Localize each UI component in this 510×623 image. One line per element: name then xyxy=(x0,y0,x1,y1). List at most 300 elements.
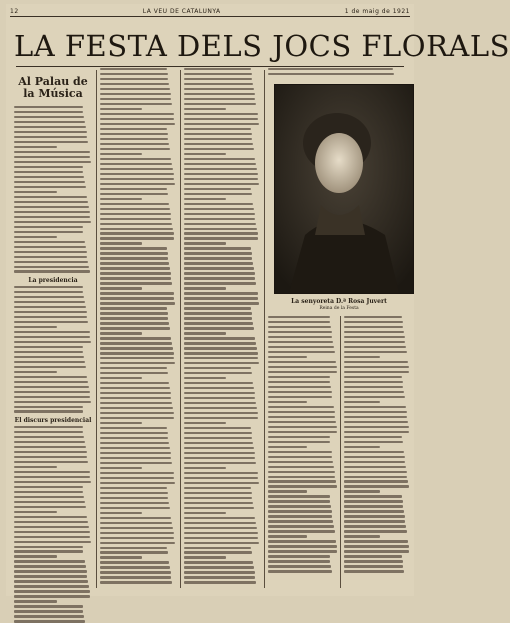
column-divider xyxy=(96,70,97,588)
text-line xyxy=(100,123,175,125)
text-line xyxy=(184,168,257,170)
text-line xyxy=(268,456,332,458)
text-line xyxy=(344,356,380,358)
text-line xyxy=(14,146,57,148)
text-line xyxy=(100,68,167,70)
text-line xyxy=(100,402,172,404)
text-line xyxy=(268,421,336,423)
text-line xyxy=(344,346,406,348)
text-line xyxy=(184,163,256,165)
text-line xyxy=(344,411,407,413)
text-line xyxy=(184,252,252,254)
text-line xyxy=(14,386,89,388)
text-line xyxy=(14,541,91,543)
text-line xyxy=(100,502,169,504)
text-line xyxy=(268,520,333,522)
text-line xyxy=(184,427,251,429)
text-line xyxy=(100,153,142,155)
text-line xyxy=(268,386,331,388)
text-line xyxy=(100,168,173,170)
text-line xyxy=(344,505,403,507)
text-line xyxy=(184,218,255,220)
text-line xyxy=(14,620,85,622)
text-line xyxy=(14,491,83,493)
column-divider xyxy=(180,70,181,588)
text-line xyxy=(268,346,334,348)
text-line xyxy=(100,322,169,324)
text-line xyxy=(14,246,86,248)
column-text xyxy=(14,106,92,273)
column-5 xyxy=(344,316,410,590)
text-line xyxy=(14,605,83,607)
text-line xyxy=(100,232,174,234)
text-line xyxy=(344,570,404,572)
text-line xyxy=(14,391,90,393)
text-line xyxy=(14,321,88,323)
text-line xyxy=(184,133,252,135)
text-line xyxy=(14,286,83,288)
text-line xyxy=(184,407,257,409)
text-line xyxy=(100,143,169,145)
text-line xyxy=(184,561,253,563)
text-line xyxy=(344,550,409,552)
text-line xyxy=(184,237,258,239)
text-line xyxy=(268,535,307,537)
text-line xyxy=(100,547,167,549)
text-line xyxy=(14,121,85,123)
text-line xyxy=(100,78,168,80)
text-line xyxy=(184,247,251,249)
text-line xyxy=(100,581,172,583)
text-line xyxy=(344,565,403,567)
text-line xyxy=(14,131,87,133)
text-line xyxy=(14,585,89,587)
text-line xyxy=(14,226,83,228)
text-line xyxy=(184,108,226,110)
text-line xyxy=(100,372,168,374)
text-line xyxy=(100,312,168,314)
text-line xyxy=(184,148,254,150)
text-line xyxy=(344,451,404,453)
text-line xyxy=(100,208,170,210)
text-line xyxy=(184,452,255,454)
text-line xyxy=(268,540,336,542)
text-line xyxy=(344,560,403,562)
column-text xyxy=(100,68,176,584)
text-line xyxy=(268,426,337,428)
text-line xyxy=(184,566,254,568)
text-line xyxy=(268,331,332,333)
text-line xyxy=(344,510,404,512)
text-line xyxy=(184,517,255,519)
text-line xyxy=(344,416,407,418)
text-line xyxy=(184,576,255,578)
text-line xyxy=(100,477,174,479)
text-line xyxy=(184,307,251,309)
text-line xyxy=(100,272,171,274)
text-line xyxy=(14,595,90,597)
page-number: 12 xyxy=(10,7,19,15)
text-line xyxy=(268,485,337,487)
text-line xyxy=(14,151,90,153)
text-line xyxy=(344,535,380,537)
text-line xyxy=(100,198,142,200)
text-line xyxy=(100,247,167,249)
text-line xyxy=(100,242,142,244)
text-line xyxy=(100,472,174,474)
text-line xyxy=(184,93,255,95)
text-line xyxy=(100,257,168,259)
text-line xyxy=(14,231,83,233)
text-line xyxy=(100,527,173,529)
text-line xyxy=(184,297,258,299)
text-line xyxy=(344,500,403,502)
text-line xyxy=(14,336,90,338)
text-line xyxy=(14,410,83,412)
text-line xyxy=(14,191,57,193)
text-line xyxy=(184,462,256,464)
text-line xyxy=(184,173,258,175)
text-line xyxy=(14,431,83,433)
text-line xyxy=(100,158,171,160)
text-line xyxy=(14,236,57,238)
text-line xyxy=(184,232,258,234)
text-line xyxy=(14,546,83,548)
text-line xyxy=(100,203,169,205)
text-line xyxy=(184,287,226,289)
text-line xyxy=(184,372,252,374)
text-line xyxy=(184,118,258,120)
masthead xyxy=(10,6,410,17)
text-line xyxy=(184,198,226,200)
text-line xyxy=(184,337,255,339)
text-line xyxy=(100,462,172,464)
text-line xyxy=(184,482,259,484)
text-line xyxy=(268,515,332,517)
text-line xyxy=(14,590,90,592)
text-line xyxy=(100,267,170,269)
text-line xyxy=(184,487,251,489)
text-line xyxy=(184,322,253,324)
text-line xyxy=(14,481,91,483)
text-line xyxy=(268,406,334,408)
text-line xyxy=(184,193,252,195)
text-line xyxy=(100,532,174,534)
text-line xyxy=(100,382,169,384)
text-line xyxy=(14,366,86,368)
text-line xyxy=(184,392,255,394)
text-line xyxy=(14,331,90,333)
text-line xyxy=(268,555,330,557)
text-line xyxy=(268,441,330,443)
text-line xyxy=(100,537,174,539)
text-line xyxy=(14,555,57,557)
section-title: El discurs presidencial xyxy=(14,416,92,424)
text-line xyxy=(344,485,409,487)
text-line xyxy=(100,163,172,165)
headline: LA FESTA DELS JOCS FLORALS xyxy=(14,29,510,63)
portrait-photo xyxy=(274,84,414,294)
text-line xyxy=(268,326,331,328)
text-line xyxy=(268,550,337,552)
text-line xyxy=(184,128,251,130)
text-line xyxy=(100,566,170,568)
text-line xyxy=(14,600,57,602)
text-line xyxy=(268,341,333,343)
text-line xyxy=(344,525,406,527)
text-line xyxy=(268,476,335,478)
text-line xyxy=(14,406,83,408)
text-line xyxy=(14,426,83,428)
text-line xyxy=(100,377,142,379)
text-line xyxy=(344,540,408,542)
newspaper-name: LA VEU DE CATALUNYA xyxy=(142,7,221,15)
text-line xyxy=(268,436,330,438)
text-line xyxy=(344,555,402,557)
text-line xyxy=(344,495,402,497)
column-text xyxy=(344,316,410,573)
text-line xyxy=(184,158,255,160)
text-line xyxy=(184,267,254,269)
text-line xyxy=(268,500,330,502)
text-line xyxy=(184,83,253,85)
text-line xyxy=(100,98,171,100)
text-line xyxy=(14,575,87,577)
text-line xyxy=(184,422,226,424)
text-line xyxy=(100,432,168,434)
text-line xyxy=(344,331,404,333)
text-line xyxy=(100,392,171,394)
text-line xyxy=(14,361,85,363)
text-line xyxy=(268,381,330,383)
text-line xyxy=(184,352,258,354)
text-line xyxy=(344,446,380,448)
text-line xyxy=(14,550,83,552)
text-line xyxy=(268,396,332,398)
photo-caption-subtitle: Reina de la Festa xyxy=(319,306,359,311)
text-line xyxy=(100,397,171,399)
text-line xyxy=(100,297,174,299)
text-line xyxy=(100,223,172,225)
text-line xyxy=(184,78,252,80)
text-line xyxy=(344,401,380,403)
text-line xyxy=(268,451,332,453)
text-line xyxy=(184,208,254,210)
text-line xyxy=(344,316,402,318)
text-line xyxy=(100,517,171,519)
text-line xyxy=(184,432,252,434)
text-line xyxy=(344,480,408,482)
text-line xyxy=(100,287,142,289)
text-line xyxy=(14,156,90,158)
text-line xyxy=(14,221,91,223)
text-line xyxy=(184,497,252,499)
text-line xyxy=(184,367,251,369)
text-line xyxy=(268,376,330,378)
text-line xyxy=(14,261,88,263)
text-line xyxy=(14,496,84,498)
text-line xyxy=(344,441,403,443)
text-line xyxy=(184,123,259,125)
text-line xyxy=(268,490,307,492)
text-line xyxy=(344,336,405,338)
text-line xyxy=(100,542,175,544)
column-1 xyxy=(14,68,92,590)
text-line xyxy=(184,257,252,259)
text-line xyxy=(100,427,167,429)
text-line xyxy=(14,141,88,143)
text-line xyxy=(100,417,174,419)
text-line xyxy=(344,391,404,393)
text-line xyxy=(268,480,336,482)
text-line xyxy=(14,181,85,183)
text-line xyxy=(268,461,333,463)
text-line xyxy=(184,277,255,279)
text-line xyxy=(14,565,86,567)
text-line xyxy=(14,615,84,617)
text-line xyxy=(344,421,408,423)
text-line xyxy=(14,346,83,348)
text-line xyxy=(268,466,334,468)
text-line xyxy=(184,113,258,115)
text-line xyxy=(14,461,88,463)
text-line xyxy=(344,361,408,363)
text-line xyxy=(14,396,90,398)
text-line xyxy=(344,396,405,398)
text-line xyxy=(14,256,87,258)
text-line xyxy=(100,512,142,514)
text-line xyxy=(344,431,409,433)
text-line xyxy=(344,386,403,388)
text-line xyxy=(184,188,251,190)
text-line xyxy=(268,321,330,323)
text-line xyxy=(184,213,255,215)
text-line xyxy=(14,251,87,253)
text-line xyxy=(184,387,254,389)
text-line xyxy=(184,377,226,379)
text-line xyxy=(344,515,405,517)
text-line xyxy=(268,391,332,393)
issue-date: 1 de maig de 1921 xyxy=(344,7,410,15)
text-line xyxy=(14,451,87,453)
text-line xyxy=(14,436,84,438)
text-line xyxy=(100,213,171,215)
text-line xyxy=(14,381,88,383)
text-line xyxy=(100,492,168,494)
text-line xyxy=(268,495,330,497)
text-line xyxy=(184,223,256,225)
text-line xyxy=(184,467,226,469)
text-line xyxy=(100,367,167,369)
text-line xyxy=(184,362,259,364)
text-line xyxy=(184,272,255,274)
text-line xyxy=(100,138,168,140)
text-line xyxy=(100,252,168,254)
text-line xyxy=(184,103,256,105)
text-line xyxy=(184,437,252,439)
text-line xyxy=(14,266,89,268)
text-line xyxy=(268,545,337,547)
text-line xyxy=(14,311,87,313)
text-line xyxy=(344,371,409,373)
text-line xyxy=(184,512,226,514)
text-line xyxy=(184,527,257,529)
text-line xyxy=(14,536,90,538)
text-line xyxy=(184,457,255,459)
text-line xyxy=(14,560,85,562)
text-line xyxy=(14,570,87,572)
text-line xyxy=(14,356,84,358)
text-line xyxy=(100,237,174,239)
text-line xyxy=(14,196,87,198)
text-line xyxy=(268,68,393,70)
photo-caption: La senyoreta D.ª Rosa Juvert xyxy=(291,298,387,305)
text-line xyxy=(268,560,330,562)
text-line xyxy=(268,530,335,532)
text-line xyxy=(14,111,83,113)
text-line xyxy=(14,166,83,168)
text-line xyxy=(268,316,330,318)
text-line xyxy=(14,316,87,318)
column-text xyxy=(184,68,260,584)
text-line xyxy=(344,351,407,353)
text-line xyxy=(100,561,169,563)
article-subhead: Al Palau de la Música xyxy=(18,75,88,100)
column-text xyxy=(14,286,92,413)
text-line xyxy=(14,301,85,303)
text-line xyxy=(184,502,253,504)
text-line xyxy=(100,228,173,230)
headline-rule xyxy=(16,66,404,67)
column-text xyxy=(268,68,410,75)
text-line xyxy=(100,193,168,195)
portrait-image xyxy=(275,85,413,293)
text-line xyxy=(14,206,89,208)
text-line xyxy=(100,442,169,444)
column-text xyxy=(268,316,338,573)
text-line xyxy=(344,520,405,522)
text-line xyxy=(184,477,258,479)
text-line xyxy=(100,133,168,135)
text-line xyxy=(14,506,86,508)
text-line xyxy=(14,341,91,343)
text-line xyxy=(184,153,226,155)
text-line xyxy=(100,292,174,294)
text-line xyxy=(184,447,254,449)
text-line xyxy=(184,556,226,558)
text-line xyxy=(344,326,403,328)
text-line xyxy=(100,113,174,115)
text-line xyxy=(100,93,171,95)
text-line xyxy=(100,327,170,329)
text-line xyxy=(184,242,226,244)
text-line xyxy=(344,545,409,547)
text-line xyxy=(100,387,170,389)
text-line xyxy=(100,218,171,220)
text-line xyxy=(268,361,336,363)
text-line xyxy=(344,366,409,368)
text-line xyxy=(184,417,258,419)
text-line xyxy=(14,471,90,473)
text-line xyxy=(268,366,337,368)
text-line xyxy=(14,486,83,488)
text-line xyxy=(100,188,167,190)
text-line xyxy=(100,352,174,354)
text-line xyxy=(184,332,226,334)
text-line xyxy=(100,457,171,459)
text-line xyxy=(100,178,174,180)
text-line xyxy=(344,490,380,492)
